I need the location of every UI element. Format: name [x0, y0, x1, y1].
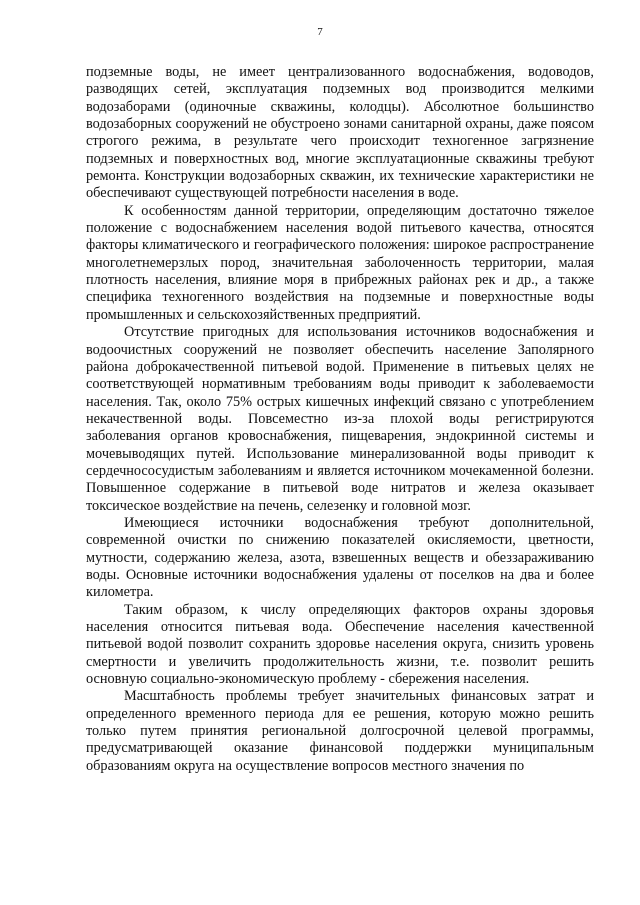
- paragraph-health-factors: Таким образом, к числу определяющих факторов охраны здоровья населения относится питьевая вода. Обеспечение населения качественной питьевой водой позволит сохранить здоровье населения округа, снизить уровень смертности и увеличить продолжительность жизни, т.е. позволит решить основную социально-экономическую проблему - сбережения населения.: [86, 601, 594, 688]
- paragraph-problem-scale: Масштабность проблемы требует значительных финансовых затрат и определенного временного периода для ее решения, которую можно решить только путем принятия региональной долгосрочной целевой программы, предусматривающей оказание финансовой поддержки муниципальным образованиям округа на осуществление вопросов местного значения по: [86, 688, 594, 774]
- page-number: 7: [317, 26, 323, 38]
- paragraph-territory-features: К особенностям данной территории, определяющим достаточно тяжелое положение с водоснабжением населения водой питьевого качества, относятся факторы климатического и географического положения: широкое распространение многолетнемерзлых пород, значительная заболоченность территории, малая плотность населения, влияние моря в прибрежных районах рек и др., а также специфика техногенного воздействия на подземные и поверхностные воды промышленных и сельскохозяйственных предприятий.: [86, 202, 594, 323]
- document-body: [86, 64, 594, 775]
- paragraph-continued: подземные воды, не имеет централизованного водоснабжения, водоводов, разводящих сетей, эксплуатация подземных вод производится мелкими водозаборами (одиночные скважины, колодцы). Абсолютное большинство водозаборных сооружений не обустроено зонами санитарной охраны, даже поясом строгого режима, в результате чего происходит техногенное загрязнение подземных и поверхностных вод, многие эксплуатационные скважины требуют ремонта. Конструкции водозаборных скважин, их технические характеристики не обеспечивают существующей потребности населения в воде.: [86, 64, 594, 202]
- paragraph-water-sources-absence: Отсутствие пригодных для использования источников водоснабжения и водоочистных сооружений не позволяет обеспечить население Заполярного района доброкачественной питьевой водой. Применение в питьевых целях не соответствующей нормативным требованиям воды приводит к заболеваемости населения. Так, около 75% острых кишечных инфекций связано с употреблением некачественной воды. Повсеместно из-за плохой воды регистрируются заболевания органов кровоснабжения, пищеварения, эндокринной системы и мочевыводящих путей. Использование минерализованной воды приводит к сердечнососудистым заболеваниям и является источником мочекаменной болезни. Повышенное содержание в питьевой воде нитратов и железа оказывает токсическое воздействие на печень, селезенку и головной мозг.: [86, 324, 594, 514]
- paragraph-water-treatment: Имеющиеся источники водоснабжения требуют дополнительной, современной очистки по снижению показателей окисляемости, цветности, мутности, содержанию железа, азота, взвешенных веществ и обеззараживанию воды. Основные источники водоснабжения удалены от поселков на два и более километра.: [86, 514, 594, 601]
